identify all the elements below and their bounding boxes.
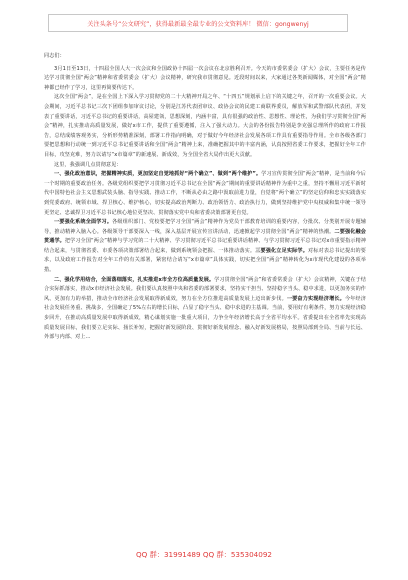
paragraph-opinions-intro: 这里，我强调几点贯彻意见：: [54, 161, 122, 168]
subsection-b-heading: 二要强化融会贯通学。: [44, 228, 366, 245]
section-one: [44, 170, 366, 218]
subsection-d-text: 今年经济社会发展任务重、挑战多，全国确定了5%左右的增长目标，凸显了稳字当头、稳中求进的主基调。当前，要用好有利条件，努力实现经济稳步回升，在推动高质量发展中取得新成效，精心谋划实施一批重大项目，力争全年经济增长高于全省平均水平。省委提出在全省率先实现高质量发展目标，我们要立足实际、扬长补短，把握好新发展阶段、贯彻好新发展理念、融入好新发展格局，按照局部到全局、当前与长远、外部与内部、对上…: [44, 295, 366, 341]
subsection-a-heading: 一要强化系统全面学习。: [54, 219, 113, 226]
subsection-a-text: 各级组织部门、党校要把学习全国“两会”精神作为党员干部教育培训的重要内容，分批次、分类别开展专题辅导，推动精神入脑入心。各级领导干部要深入一线，深入基层开展宣传宣讲活动，迅速掀起学习贯彻全国“两会”精神的热潮。: [44, 219, 366, 235]
subsection-a: [44, 218, 366, 276]
promo-banner: 关注头条号“公文研究”，获得最新最全最专业的公文资料库！ 微信：gongwenyj: [48, 14, 348, 32]
subsection-c-text: 对标对表总书记提出的要求，以及政府工作报告对全年工作的有关部署，紧密结合请写“x市篇章”具体实践，切实把全国“两会”精神转化为x市现代化建设的各项举措。: [44, 247, 366, 274]
subsection-b-text: 把学习全国“两会”精神与学习党的二十大精神、学习贯彻习近平总书记重要讲话精神、与学习贯彻习近平总书记对x市重要指示精神结合起来，与贯彻省委、市委各项决策部署结合起来，做到系统领会把握、一体推动落实。: [44, 238, 366, 254]
salutation: 同志们：: [44, 53, 65, 59]
subsection-c-heading: 三要强化立足实际学。: [255, 247, 308, 254]
subsection-d-heading: 一要奋力实现经济增长。: [286, 295, 345, 302]
paragraph-intro: 3月1日至13日，十四届全国人大一次会议和全国政协十四届一次会议在北京胜利召开。今天的市委常委会（扩大）会议，主要任务是传达学习贯彻全国“两会”精神和省委常委会（扩大）会议精神，研究我市贯彻意见。近段时间以来，大家通过各类新闻媒体，对全国“两会”精神都已经作了学习，这里再简要传达下。: [44, 65, 366, 91]
section-one-text: 学习宣传贯彻全国“两会”精神，是当前和今后一个时期的重要政治任务。各级党组织要把学习贯彻习近平总书记在全国“两会”期间的重要讲话精神作为重中之重，坚持不懈用习近平新时代中国特色社会主义思想武装头脑、指导实践、推动工作，不断从必由之路中汲取前进力量，自觉将“两个确立”的坚定信仰和忠实实践落实到党委政府、统领市域、捍卫核心、维护核心，切实提高政治判断力、政治领悟力、政治执行力，做到坚持维护党中央权威和集中统一领导更坚定、忠诚捍卫习近平总书记核心地位更坚决、贯彻落实党中央和省委决策部署更自觉。: [44, 171, 366, 216]
qq-group-footer: QQ 群：31991489 QQ 群：535304092: [136, 550, 272, 559]
section-two: [44, 276, 366, 343]
section-two-heading: 二、强化学用结合，全面落细落实，扎实推进x市全方位高质量发展。: [54, 276, 215, 283]
document-body: [44, 52, 366, 532]
section-one-heading: 一、强化政治意识，把握精神实质，更加坚定自觉地抓好“两个确立”、做到“两个维护”。: [54, 171, 262, 178]
paragraph-background: 这次全国“两会”，是在全国上下深入学习贯彻党的二十大精神开局之年、“十四五”规划承上启下的关键之年，召开的一次重要会议。大会期间，习近平总书记三次下团组参加审议讨论，分别是江苏代表团审议、政协会议的民建工商联界委员，解放军和武警部队代表团，并发表了重要讲话，习近平总书记的重要讲话，高屋建瓴，思想深刻，内涵丰富，具有很强的政治性、思想性、理论性，为我们学习贯彻全国“两会”精神，扎实推动高质量发展，做好x市工作，提供了重要遵循，注入了强大动力。大会的各份报告特别是李克强总理所作的政府工作报告，总结成绩客观务实，分析形势精准深刻，部署工作指向明确，对于做好今年经济社会发展各项工作具有重要指导作用。全市各级各部门要把思想和行动统一到习近平总书记重要讲话和全国“两会”精神上来，准确把握其中的丰富内涵，认真按照省委工作要求，把握好全年工作目标，攻坚克难，努力以请写“x市篇章”的新速展、新成效，为全国全省大局作出更大贡献。: [44, 94, 366, 158]
section-two-text: 学习贯彻全国“两会”和省委常委会（扩大）会议精神，关键在于结合实际抓落实，推动x市经济社会发展。我们要认真按照中央和省委的部署要求，坚持实干担当、坚持稳字当头、稳中求进，以更加务实的作风、更加有力的举措，推动全市经济社会发展取得新成效，努力在全方位推进高质量发展上迈出新步伐。: [44, 276, 366, 302]
